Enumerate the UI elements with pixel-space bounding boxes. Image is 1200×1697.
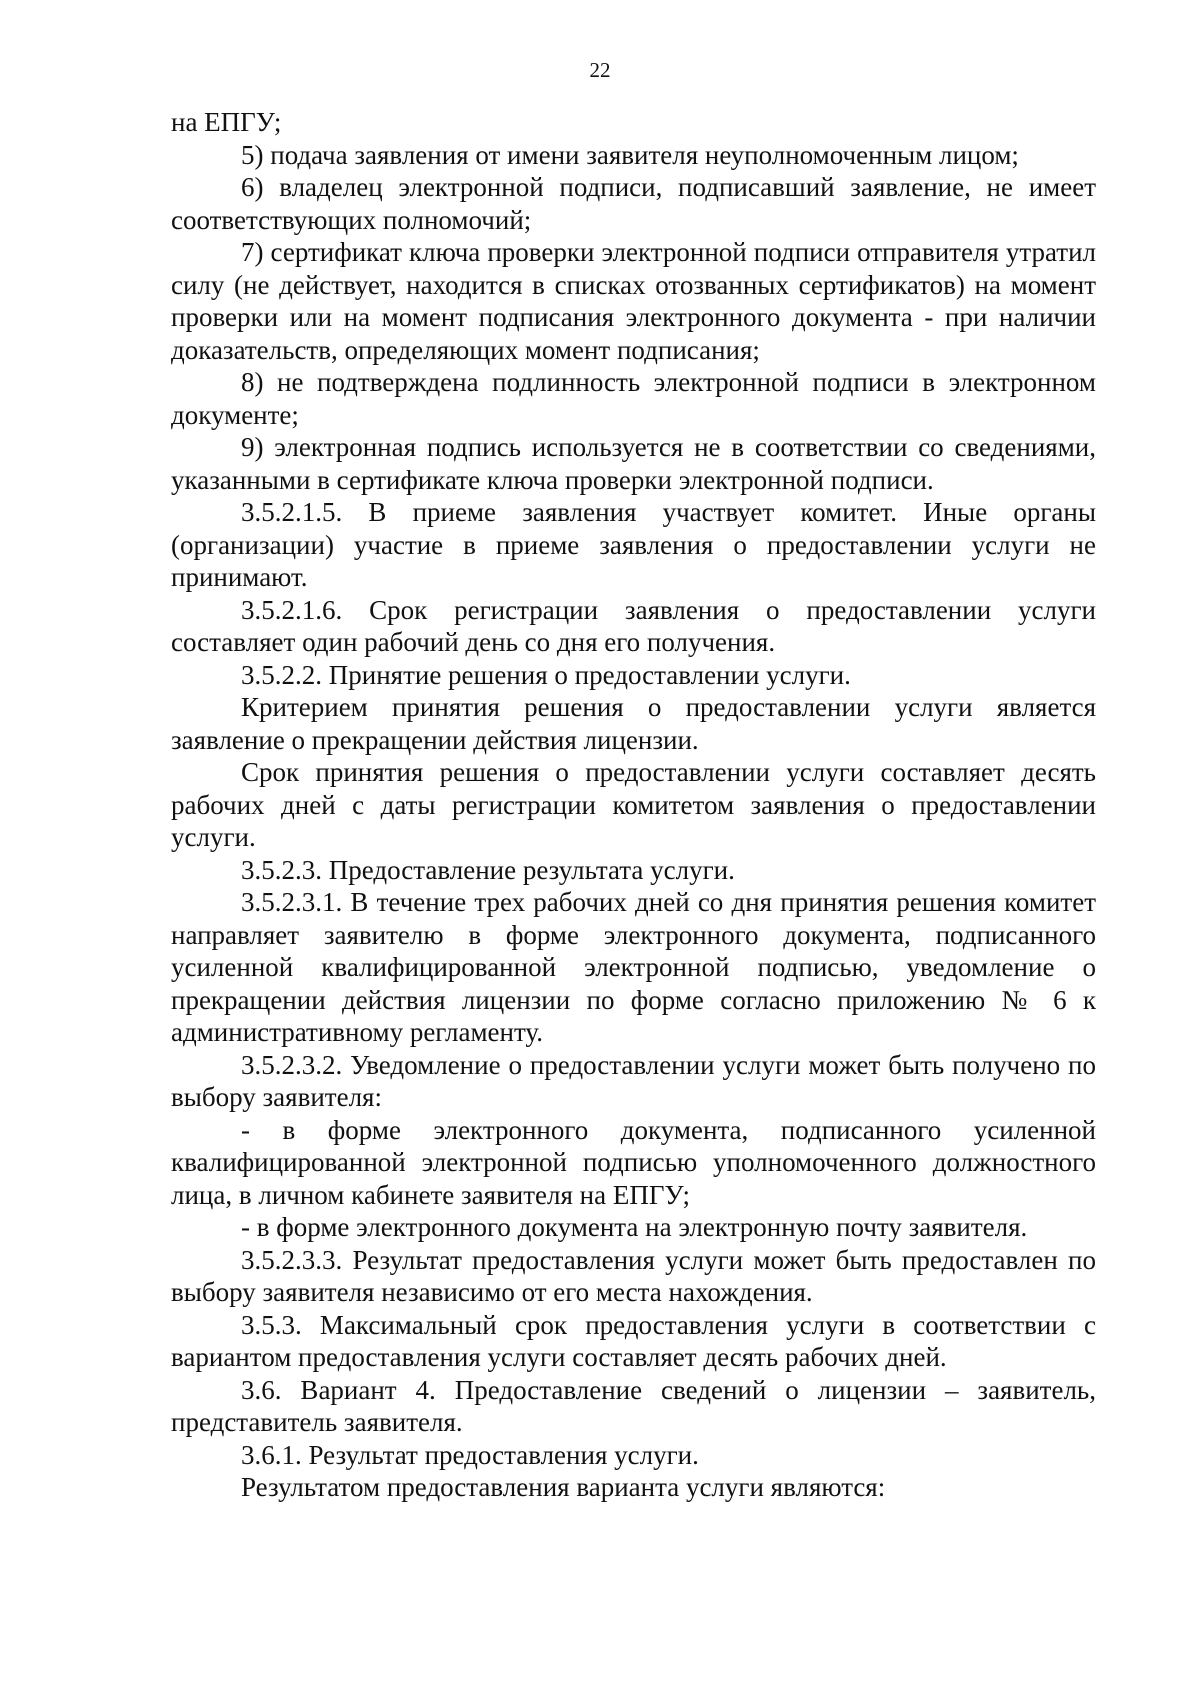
paragraph-3-5-2-1-5: 3.5.2.1.5. В приеме заявления участвует комитет. Иные органы (организации) участие в приеме заявления о предоставлении услуги не принимают. — [171, 497, 1096, 592]
paragraph-criterion: Критерием принятия решения о предоставлении услуги является заявление о прекращении действия лицензии. — [171, 692, 1096, 755]
paragraph-item-7: 7) сертификат ключа проверки электронной подписи отправителя утратил силу (не действует, находится в списках отозванных сертификатов) на момент проверки или на момент подписания электронного документа - при наличии доказательств, определяющих момент подписания; — [171, 237, 1096, 365]
paragraph-3-5-2-2: 3.5.2.2. Принятие решения о предоставлении услуги. — [241, 659, 851, 690]
paragraph-dash-2: - в форме электронного документа на электронную почту заявителя. — [241, 1212, 1028, 1242]
paragraph-item-8: 8) не подтверждена подлинность электронной подписи в электронном документе; — [171, 367, 1096, 430]
paragraph-3-5-2-3-1: 3.5.2.3.1. В течение трех рабочих дней со дня принятия решения комитет направляет заявителю в форме электронного документа, подписанного усиленной квалифицированной электронной подписью, уведомление о прекращении действия лицензии по форме согласно приложению № 6 к административному регламенту. — [171, 887, 1096, 1047]
paragraph-3-5-2-3-3: 3.5.2.3.3. Результат предоставления услуги может быть предоставлен по выбору заявителя независимо от его места нахождения. — [171, 1244, 1096, 1307]
page-number: 22 — [589, 58, 611, 82]
paragraph-3-5-2-3-2: 3.5.2.3.2. Уведомление о предоставлении услуги может быть получено по выбору заявителя: — [171, 1049, 1096, 1112]
paragraph-na-epgu: на ЕПГУ; — [171, 107, 282, 137]
paragraph-dash-1: - в форме электронного документа, подписанного усиленной квалифицированной электронной подписью уполномоченного должностного лица, в личном кабинете заявителя на ЕПГУ; — [171, 1114, 1096, 1210]
paragraph-3-6: 3.6. Вариант 4. Предоставление сведений о лицензии – заявитель, представитель заявителя. — [171, 1374, 1096, 1437]
paragraph-result: Результатом предоставления варианта услуги являются: — [241, 1472, 886, 1502]
paragraph-3-5-2-3: 3.5.2.3. Предоставление результата услуги. — [241, 854, 735, 885]
paragraph-3-5-3: 3.5.3. Максимальный срок предоставления услуги в соответствии с вариантом предоставления услуги составляет десять рабочих дней. — [171, 1309, 1096, 1372]
paragraph-decision-term: Срок принятия решения о предоставлении услуги составляет десять рабочих дней с даты регистрации комитетом заявления о предоставлении услуги. — [171, 757, 1096, 852]
document-body — [171, 106, 1096, 1504]
paragraph-3-6-1: 3.6.1. Результат предоставления услуги. — [241, 1439, 699, 1470]
paragraph-item-6: 6) владелец электронной подписи, подписавший заявление, не имеет соответствующих полномочий; — [171, 172, 1096, 235]
paragraph-item-9: 9) электронная подпись используется не в соответствии со сведениями, указанными в сертификате ключа проверки электронной подписи. — [171, 432, 1096, 495]
paragraph-item-5: 5) подача заявления от имени заявителя неуполномоченным лицом; — [241, 139, 1019, 170]
paragraph-3-5-2-1-6: 3.5.2.1.6. Срок регистрации заявления о предоставлении услуги составляет один рабочий день со дня его получения. — [171, 594, 1096, 657]
